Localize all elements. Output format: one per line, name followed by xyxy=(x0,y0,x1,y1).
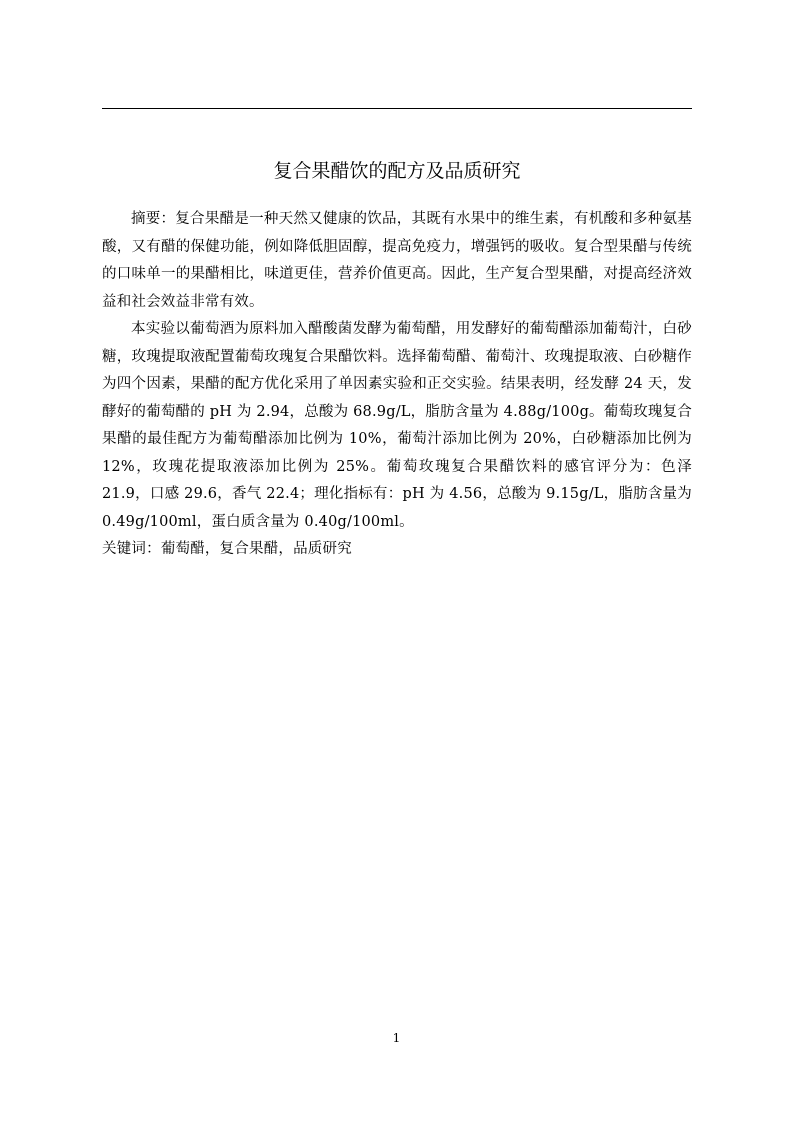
abstract-label: 摘要： xyxy=(131,211,176,227)
abstract-paragraph xyxy=(102,206,692,316)
header-rule xyxy=(102,108,692,109)
body-paragraph: 本实验以葡萄酒为原料加入醋酸菌发酵为葡萄醋，用发酵好的葡萄醋添加葡萄汁，白砂糖，玫瑰提取液配置葡萄玫瑰复合果醋饮料。选择葡萄醋、葡萄汁、玫瑰提取液、白砂糖作为四个因素，果醋的配方优化采用了单因素实验和正交实验。结果表明，经发酵 24 天，发酵好的葡萄醋的 pH 为 2.94，总酸为 68.9g/L，脂肪含量为 4.88g/100g。葡萄玫瑰复合果醋的最佳配方为葡萄醋添加比例为 10%，葡萄汁添加比例为 20%，白砂糖添加比例为 12%，玫瑰花提取液添加比例为 25%。葡萄玫瑰复合果醋饮料的感官评分为：色泽 21.9，口感 29.6，香气 22.4；理化指标有：pH 为 4.56，总酸为 9.15g/L，脂肪含量为 0.49g/100ml，蛋白质含量为 0.40g/100ml。 xyxy=(102,321,692,530)
page-number: 1 xyxy=(392,1031,401,1045)
document-title: 复合果醋饮的配方及品质研究 xyxy=(273,160,521,182)
keywords-paragraph xyxy=(102,536,692,564)
keywords-text: 葡萄醋，复合果醋，品质研究 xyxy=(160,541,352,557)
keywords-label: 关键词： xyxy=(102,541,161,557)
document-body xyxy=(102,206,692,564)
abstract-text: 复合果醋是一种天然又健康的饮品，其既有水果中的维生素，有机酸和多种氨基酸，又有醋的保健功能，例如降低胆固醇，提高免疫力，增强钙的吸收。复合型果醋与传统的口味单一的果醋相比，味道更佳，营养价值更高。因此，生产复合型果醋，对提高经济效益和社会效益非常有效。 xyxy=(102,211,692,310)
